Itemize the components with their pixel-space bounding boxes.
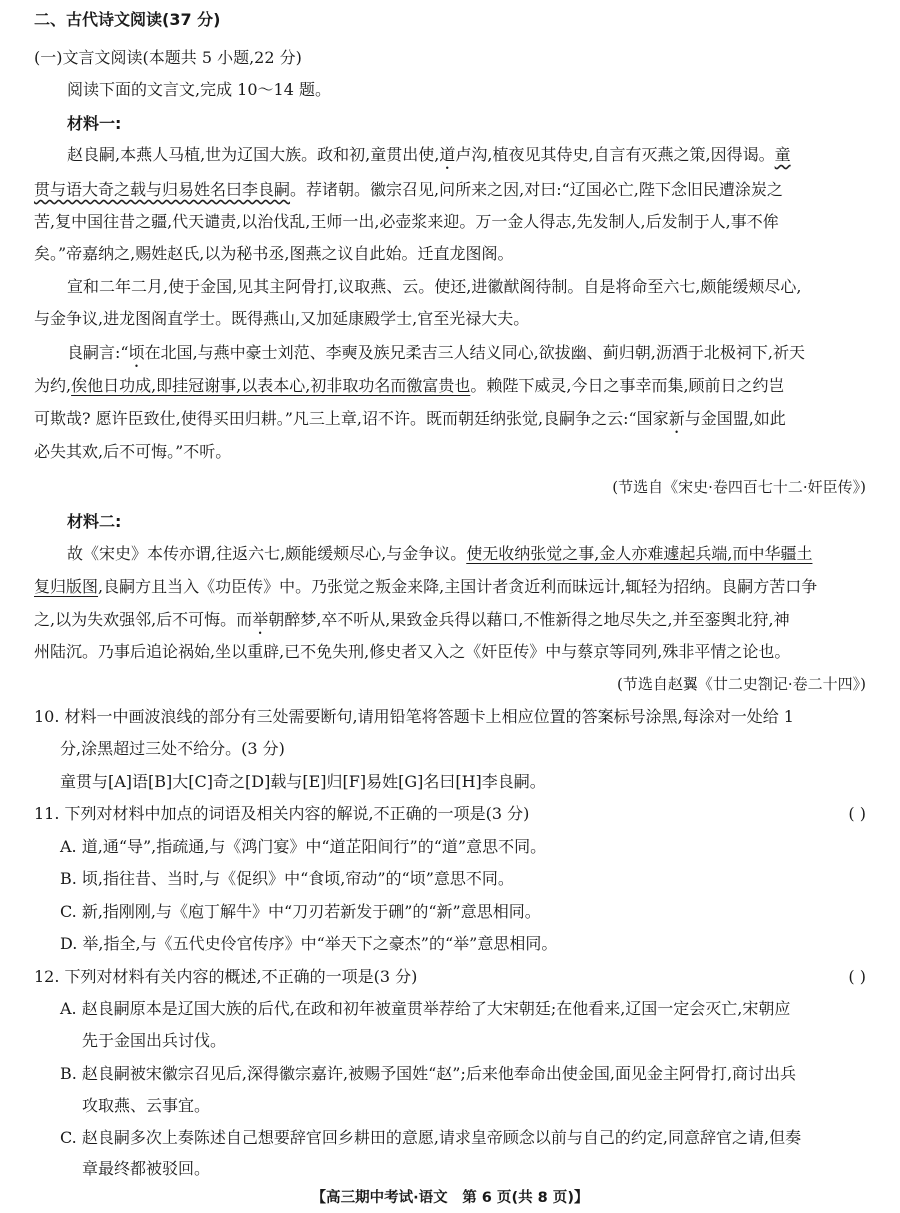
q10-options: 童贯与[A]语[B]大[C]奇之[D]载与[E]归[F]易姓[G]名曰[H]李良嗣。	[60, 772, 546, 791]
q12-stem: 12. 下列对材料有关内容的概述,不正确的一项是(3 分)	[34, 967, 418, 986]
text-run: 良嗣言:“	[67, 343, 129, 362]
material1-p1-line3: 苦,复中国往昔之疆,代天谴责,以治伐乱,王师一出,必壶浆来迎。万一金人得志,先发制人,后发制于人,事不侔	[34, 212, 779, 231]
q11-option-d: D. 举,指全,与《五代史伶官传序》中“举天下之豪杰”的“举”意思相同。	[60, 934, 558, 953]
instruction: 阅读下面的文言文,完成 10～14 题。	[67, 80, 331, 99]
material1-p3-line1	[67, 342, 805, 371]
q12-option-a-line2: 先于金国出兵讨伐。	[82, 1031, 227, 1050]
q11-option-a: A. 道,通“导”,指疏通,与《鸿门宴》中“道芷阳间行”的“道”意思不同。	[60, 837, 547, 856]
dotted-word-ju: 举	[252, 610, 269, 629]
q12-option-c-line1: C. 赵良嗣多次上奏陈述自己想要辞官回乡耕田的意愿,请求皇帝顾念以前与自己的约定,同意辞官之请,但奏	[60, 1128, 802, 1147]
material1-p2-line2: 与金争议,进龙图阁直学士。既得燕山,又加延康殿学士,官至光禄大夫。	[34, 309, 530, 328]
q12-option-c-line2: 章最终都被驳回。	[82, 1159, 211, 1178]
wavy-text: 童	[774, 145, 791, 164]
q12-answer-bracket: ( )	[848, 967, 866, 986]
q11-option-c: C. 新,指刚刚,与《庖丁解牛》中“刀刃若新发于硎”的“新”意思相同。	[60, 902, 541, 921]
q11-answer-bracket: ( )	[848, 804, 866, 823]
q12-option-b-line2: 攻取燕、云事宜。	[82, 1096, 211, 1115]
text-run: 赵良嗣,本燕人马植,世为辽国大族。政和初,童贯出使,	[67, 145, 440, 164]
text-run: 。赖陛下威灵,今日之事幸而集,顾前日之约岂	[470, 376, 785, 395]
text-run: 卢沟,植夜见其侍史,自言有灭燕之策,因得谒。	[455, 145, 775, 164]
material2-source: (节选自赵翼《廿二史劄记·卷二十四》)	[617, 675, 866, 693]
q12-option-b-line1: B. 赵良嗣被宋徽宗召见后,深得徽宗嘉许,被赐予国姓“赵”;后来他奉命出使金国,面见金主阿骨打,商讨出兵	[60, 1064, 797, 1083]
material1-p1-line1	[67, 144, 867, 173]
material2-line4: 州陆沉。乃事后追论祸始,坐以重辟,已不免失刑,修史者又入之《奸臣传》中与蔡京等同列,殊非平情之论也。	[34, 642, 791, 661]
underlined-text: 使无收纳张觉之事,金人亦难遽起兵端,而中华疆土	[466, 544, 813, 563]
q12-option-a-line1: A. 赵良嗣原本是辽国大族的后代,在政和初年被童贯举荐给了大宋朝廷;在他看来,辽国一定会灭亡,宋朝应	[60, 999, 791, 1018]
section-title: 二、古代诗文阅读(37 分)	[34, 10, 221, 29]
material1-source: (节选自《宋史·卷四百七十二·奸臣传》)	[612, 478, 866, 496]
text-run: 。荐诸朝。徽宗召见,问所来之因,对曰:“辽国必亡,陛下念旧民遭涂炭之	[290, 180, 783, 199]
dotted-word-dao: 道	[439, 145, 456, 164]
q11-option-b: B. 顷,指往昔、当时,与《促织》中“食顷,帘动”的“顷”意思不同。	[60, 869, 514, 888]
text-run: 在北国,与燕中豪士刘范、李奭及族兄柔吉三人结义同心,欲拔幽、蓟归朝,沥酒于北极祠下,祈天	[144, 343, 805, 362]
underlined-text: 复归版图	[34, 577, 99, 596]
text-run: 故《宋史》本传亦谓,往返六七,颇能缓颊尽心,与金争议。	[67, 544, 467, 563]
material1-p3-line3	[34, 408, 786, 437]
q10-stem-line2: 分,涂黑超过三处不给分。(3 分)	[60, 739, 285, 758]
material1-p2-line1: 宣和二年二月,使于金国,见其主阿骨打,议取燕、云。使还,进徽猷阁待制。自是将命至六七,颇能缓颊尽心,	[67, 277, 802, 296]
material2-line3	[34, 609, 790, 638]
underlined-text: 俟他日功成,即挂冠谢事,以表本心,初非取功名而徼富贵也	[71, 376, 471, 395]
dotted-word-xin: 新	[668, 409, 685, 428]
text-run: 朝醉梦,卒不听从,果致金兵得以藉口,不惟新得之地尽失之,并至銮舆北狩,神	[268, 610, 790, 629]
text-run: 为约,	[34, 376, 72, 395]
text-run: 可欺哉? 愿许臣致仕,使得买田归耕。”凡三上章,诏不许。既而朝廷纳张觉,良嗣争之云:“国家	[34, 409, 669, 428]
material2-line2	[34, 576, 817, 598]
material2-line1	[67, 543, 812, 565]
q10-stem-line1: 10. 材料一中画波浪线的部分有三处需要断句,请用铅笔将答题卡上相应位置的答案标号涂黑,每涂对一处给 1	[34, 707, 794, 726]
material2-label: 材料二:	[67, 512, 122, 531]
material1-p1-line4: 矣。”帝嘉纳之,赐姓赵氏,以为秘书丞,图燕之议自此始。迁直龙图阁。	[34, 244, 514, 263]
material1-p3-line2	[34, 375, 785, 397]
text-run: ,良嗣方且当入《功臣传》中。乃张觉之叛金来降,主国计者贪近利而昧远计,辄轻为招纳。良嗣方苦口争	[98, 577, 818, 596]
dotted-word-qing: 顷	[128, 343, 145, 362]
sub-title: (一)文言文阅读(本题共 5 小题,22 分)	[34, 48, 302, 67]
material1-p1-line2	[34, 179, 783, 201]
q11-stem: 11. 下列对材料中加点的词语及相关内容的解说,不正确的一项是(3 分)	[34, 804, 530, 823]
material1-label: 材料一:	[67, 114, 122, 133]
page-footer: 【高三期中考试·语文 第 6 页(共 8 页)】	[311, 1190, 589, 1206]
wavy-text: 贯与语大奇之载与归易姓名曰李良嗣	[34, 180, 291, 199]
material1-p3-line4: 必失其欢,后不可悔。”不听。	[34, 442, 232, 461]
text-run: 之,以为失欢强邻,后不可悔。而	[34, 610, 253, 629]
text-run: 与金国盟,如此	[684, 409, 786, 428]
